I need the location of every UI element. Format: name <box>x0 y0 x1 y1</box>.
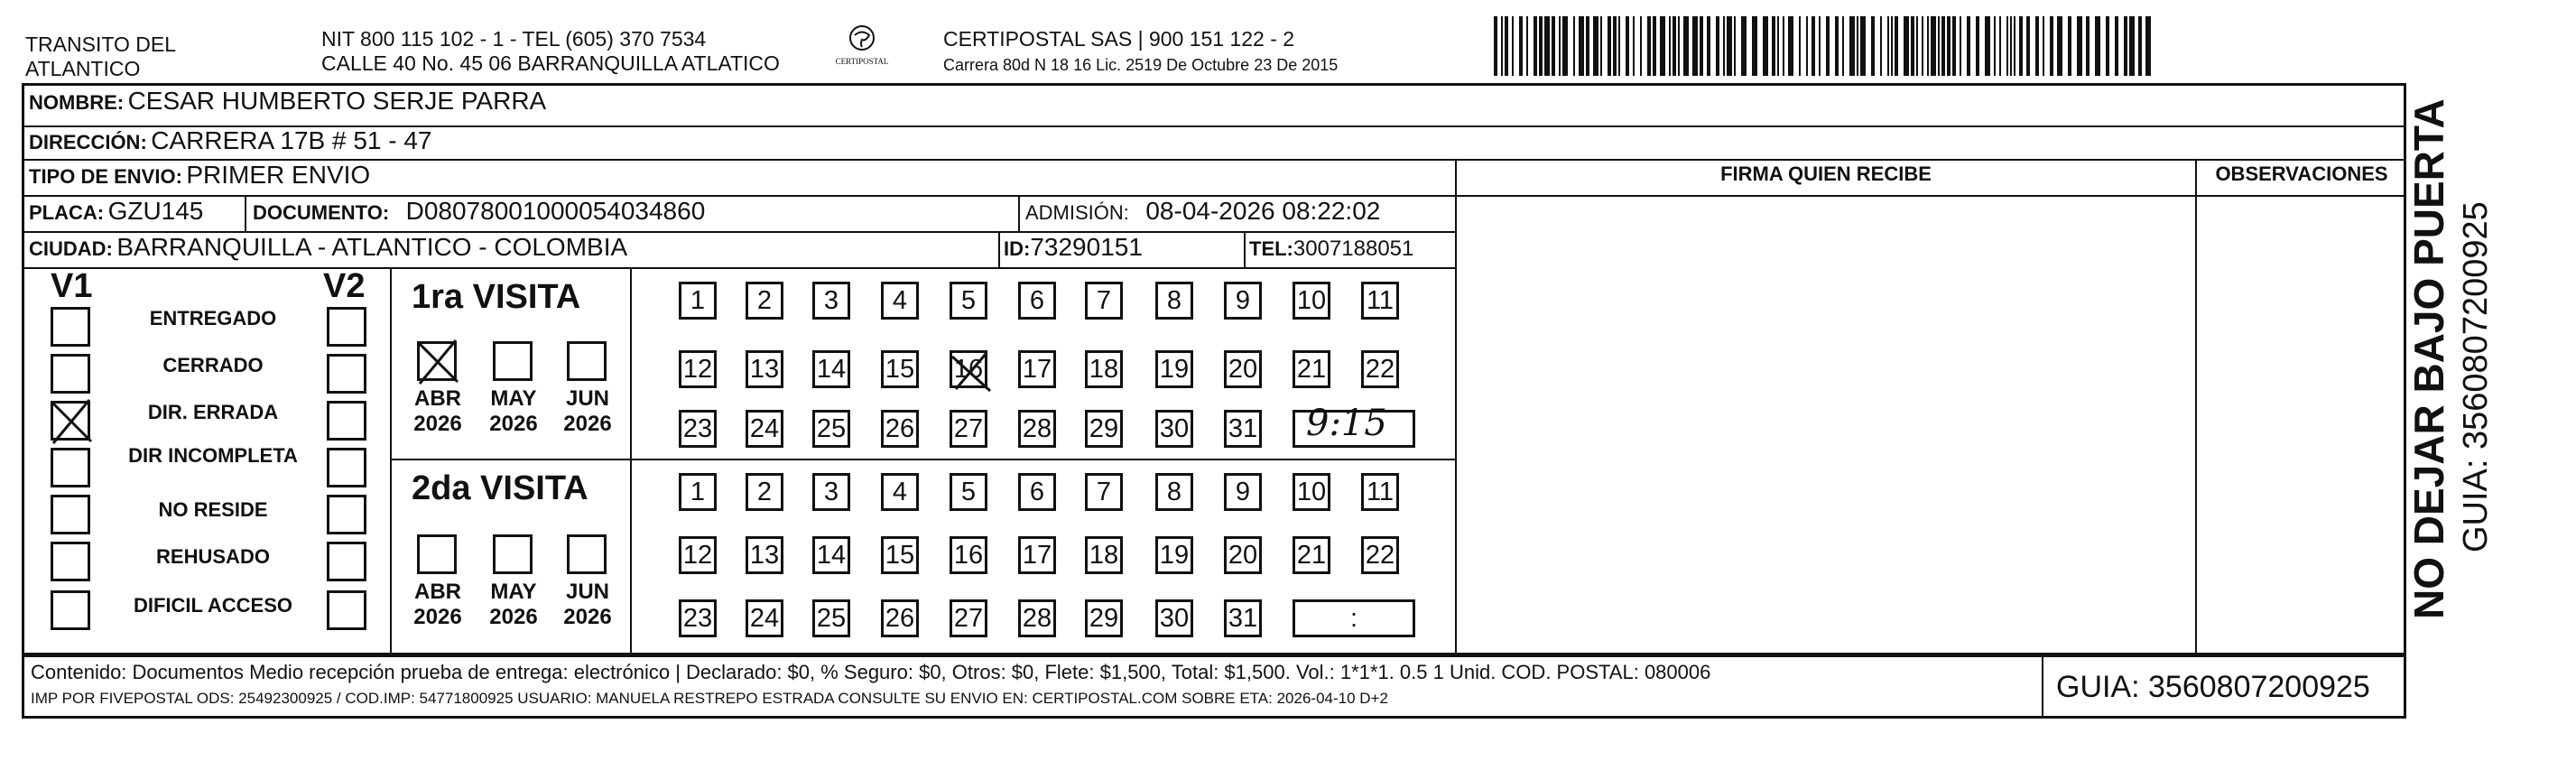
v2-checkbox-6[interactable] <box>327 542 366 581</box>
barcode-bar <box>1904 16 1909 76</box>
month-year: 2026 <box>413 412 462 436</box>
visit1-day-3[interactable]: 3 <box>812 282 850 320</box>
month-name: ABR <box>414 386 461 411</box>
tel-cell <box>1249 237 1413 262</box>
barcode-bar <box>2129 16 2135 76</box>
barcode-bar <box>1692 16 1698 76</box>
visit2-day-2[interactable]: 2 <box>746 473 783 511</box>
placa-label: PLACA: <box>29 201 105 224</box>
barcode-bar <box>1772 16 1775 76</box>
admision-label: ADMISIÓN: <box>1025 201 1129 224</box>
visit1-day-9[interactable]: 9 <box>1224 282 1262 320</box>
month-year: 2026 <box>489 605 538 629</box>
reason-label-1: ENTREGADO <box>149 307 277 329</box>
barcode-bar <box>2106 16 2109 76</box>
tipo-row <box>29 161 370 190</box>
visit1-day-1[interactable]: 1 <box>679 282 717 320</box>
direccion-value: CARRERA 17B # 51 - 47 <box>151 126 432 154</box>
visit2-day-26[interactable]: 26 <box>881 599 919 637</box>
no-dejar-warning: NO DEJAR BAJO PUERTA <box>2405 98 2452 619</box>
admision-cell <box>1025 197 1380 226</box>
barcode-bar <box>1539 16 1543 76</box>
id-cell <box>1004 233 1143 262</box>
barcode-bar <box>1999 16 2001 76</box>
tel-label: TEL: <box>1249 237 1293 260</box>
barcode-bar <box>1534 16 1537 76</box>
direccion-row <box>29 126 432 155</box>
visit2-day-1[interactable]: 1 <box>679 473 717 511</box>
reason-label-6: REHUSADO <box>156 545 270 568</box>
barcode-bar <box>2057 16 2062 76</box>
barcode-bar <box>2006 16 2008 76</box>
visit1-day-2[interactable]: 2 <box>746 282 783 320</box>
barcode-bar <box>1505 16 1508 76</box>
visit1-day-8[interactable]: 8 <box>1155 282 1193 320</box>
certipostal-logo <box>817 23 907 66</box>
visit2-day-28[interactable]: 28 <box>1018 599 1056 637</box>
barcode-bar <box>1941 16 1945 76</box>
visit1-day-14[interactable]: 14 <box>812 350 850 388</box>
barcode-bar <box>1600 16 1602 76</box>
visit1-day-12[interactable]: 12 <box>679 350 717 388</box>
v2-checkbox-5[interactable] <box>327 495 366 534</box>
v1-checkbox-2[interactable] <box>51 354 90 394</box>
visit1-day-19[interactable]: 19 <box>1155 350 1193 388</box>
month-year: 2026 <box>413 605 462 629</box>
barcode-bar <box>1700 16 1703 76</box>
v2-checkbox-7[interactable] <box>327 590 366 630</box>
nombre-label: NOMBRE: <box>29 91 125 114</box>
barcode-bar <box>2014 16 2015 76</box>
reason-label-4: DIR INCOMPLETA <box>128 444 298 467</box>
visit1-day-17[interactable]: 17 <box>1018 350 1056 388</box>
barcode-bar <box>1895 16 1898 76</box>
barcode-bar <box>1783 16 1784 76</box>
v1-checkbox-1[interactable] <box>51 307 90 347</box>
barcode-bar <box>2068 16 2071 76</box>
visit1-day-28[interactable]: 28 <box>1018 410 1056 448</box>
v1-checkbox-5[interactable] <box>51 495 90 534</box>
barcode-bar <box>2077 16 2082 76</box>
id-value: 73290151 <box>1030 233 1143 261</box>
ciudad-cell <box>29 233 627 262</box>
barcode-bar <box>1579 16 1584 76</box>
visit1-day-5[interactable]: 5 <box>950 282 987 320</box>
barcode-bar <box>1976 16 1979 76</box>
visit1-day-4[interactable]: 4 <box>881 282 919 320</box>
barcode-bar <box>1799 16 1801 76</box>
visit1-day-29[interactable]: 29 <box>1085 410 1123 448</box>
visit1-day-24[interactable]: 24 <box>746 410 783 448</box>
nit-line1: NIT 800 115 102 - 1 - TEL (605) 370 7534 <box>321 27 707 51</box>
barcode-bar <box>1938 16 1940 76</box>
v1-check-mark <box>46 396 100 447</box>
nit-line2: CALLE 40 No. 45 06 BARRANQUILLA ATLATICO <box>321 51 780 75</box>
visit2-day-17[interactable]: 17 <box>1018 536 1056 574</box>
visit1-title: 1ra VISITA <box>412 278 581 316</box>
visit1-month-check-mark <box>412 337 467 387</box>
barcode-bar <box>1857 16 1858 76</box>
barcode-bar <box>2138 16 2142 76</box>
barcode-bar <box>1922 16 1923 76</box>
visit2-day-20[interactable]: 20 <box>1224 536 1262 574</box>
visit2-day-19[interactable]: 19 <box>1155 536 1193 574</box>
nit-block <box>321 27 780 76</box>
v2-checkbox-2[interactable] <box>327 354 366 394</box>
documento-label: DOCUMENTO: <box>253 201 390 224</box>
month-year: 2026 <box>563 605 612 629</box>
barcode-bar <box>1777 16 1779 76</box>
visit2-day-24[interactable]: 24 <box>746 599 783 637</box>
visit2-day-22[interactable]: 22 <box>1361 536 1399 574</box>
direccion-label: DIRECCIÓN: <box>29 131 147 153</box>
barcode-bar <box>1678 16 1680 76</box>
month-name: JUN <box>565 386 609 411</box>
visit2-day-5[interactable]: 5 <box>950 473 987 511</box>
barcode-bar <box>2095 16 2100 76</box>
barcode-bar <box>1633 16 1635 76</box>
visit2-day-14[interactable]: 14 <box>812 536 850 574</box>
id-label: ID: <box>1004 237 1031 260</box>
barcode-bar <box>2115 16 2118 76</box>
visit2-day-12[interactable]: 12 <box>679 536 717 574</box>
visit2-day-13[interactable]: 13 <box>746 536 783 574</box>
barcode-bar <box>1741 16 1747 76</box>
visit1-month-label-2 <box>482 386 545 437</box>
barcode-bar <box>1552 16 1555 76</box>
v1-checkbox-4[interactable] <box>51 448 90 487</box>
barcode-bar <box>1683 16 1689 76</box>
barcode-bar <box>1860 16 1866 76</box>
barcode-bar <box>1952 16 1956 76</box>
visit1-month-label-1 <box>406 386 469 437</box>
barcode-bar <box>1994 16 1996 76</box>
visit1-day-15[interactable]: 15 <box>881 350 919 388</box>
barcode-bar <box>1967 16 1970 76</box>
barcode-bar <box>1887 16 1889 76</box>
visit2-day-16[interactable]: 16 <box>950 536 987 574</box>
barcode-bar <box>1835 16 1839 76</box>
barcode-bar <box>1947 16 1951 76</box>
v1-label: V1 <box>51 267 93 305</box>
visit2-day-9[interactable]: 9 <box>1224 473 1262 511</box>
visit2-day-30[interactable]: 30 <box>1155 599 1193 637</box>
barcode-bar <box>1960 16 1961 76</box>
barcode-bar <box>1613 16 1617 76</box>
barcode-bar <box>1842 16 1844 76</box>
reason-label-3: DIR. ERRADA <box>147 401 279 423</box>
visit1-month-label-3 <box>556 386 619 437</box>
visit2-day-23[interactable]: 23 <box>679 599 717 637</box>
tipo-value: PRIMER ENVIO <box>186 161 371 189</box>
visit1-day-6[interactable]: 6 <box>1018 282 1056 320</box>
barcode-bar <box>2050 16 2053 76</box>
visit1-day-27[interactable]: 27 <box>950 410 987 448</box>
firma-label: FIRMA QUIEN RECIBE <box>1720 162 1932 185</box>
visit2-month-checkbox-1[interactable] <box>417 534 457 574</box>
visit1-time-handwritten: 9:15 <box>1306 403 1387 444</box>
visit2-day-7[interactable]: 7 <box>1085 473 1123 511</box>
barcode-bar <box>1669 16 1671 76</box>
barcode-bar <box>2035 16 2039 76</box>
v2-checkbox-4[interactable] <box>327 448 366 487</box>
visit1-day-23[interactable]: 23 <box>679 410 717 448</box>
barcode-bar <box>1891 16 1893 76</box>
visit1-month-checkbox-2[interactable] <box>493 341 533 381</box>
barcode-bar <box>1931 16 1936 76</box>
visit2-day-15[interactable]: 15 <box>881 536 919 574</box>
barcode-bar <box>1727 16 1732 76</box>
visit1-day-30[interactable]: 30 <box>1155 410 1193 448</box>
visit1-day-check-mark <box>949 349 994 394</box>
visit2-day-6[interactable]: 6 <box>1018 473 1056 511</box>
visit1-day-10[interactable]: 10 <box>1293 282 1330 320</box>
barcode-bar <box>1544 16 1550 76</box>
barcode-bar <box>1640 16 1642 76</box>
documento-cell <box>253 197 705 226</box>
barcode-bar <box>1812 16 1815 76</box>
visit1-day-7[interactable]: 7 <box>1085 282 1123 320</box>
month-name: MAY <box>490 386 537 411</box>
reason-label-7: DIFICIL ACCESO <box>133 594 292 617</box>
visit1-day-16[interactable]: 16 <box>950 350 987 388</box>
barcode-bar <box>1826 16 1830 76</box>
visit2-day-10[interactable]: 10 <box>1293 473 1330 511</box>
barcode-bar <box>1573 16 1575 76</box>
barcode-bar <box>2086 16 2090 76</box>
v2-checkbox-1[interactable] <box>327 307 366 347</box>
month-name: JUN <box>565 580 609 604</box>
v2-checkbox-3[interactable] <box>327 401 366 441</box>
visit2-day-31[interactable]: 31 <box>1224 599 1262 637</box>
visit1-day-21[interactable]: 21 <box>1293 350 1330 388</box>
visit2-day-21[interactable]: 21 <box>1293 536 1330 574</box>
visit2-month-label-3 <box>556 580 619 630</box>
visit2-day-4[interactable]: 4 <box>881 473 919 511</box>
org-name <box>25 32 176 81</box>
barcode-bar <box>1911 16 1914 76</box>
v1-checkbox-3[interactable] <box>51 401 90 441</box>
barcode-bar <box>1562 16 1568 76</box>
barcode-bar <box>1752 16 1757 76</box>
month-year: 2026 <box>489 412 538 436</box>
documento-value: D08078001000054034860 <box>405 197 706 225</box>
barcode-bar <box>1519 16 1523 76</box>
carrier-line1: CERTIPOSTAL SAS | 900 151 122 - 2 <box>943 27 1295 51</box>
nombre-value: CESAR HUMBERTO SERJE PARRA <box>127 87 547 115</box>
barcode-bar <box>1673 16 1676 76</box>
observaciones-label: OBSERVACIONES <box>2215 162 2388 185</box>
month-year: 2026 <box>563 412 612 436</box>
reason-label-2: CERRADO <box>162 354 264 376</box>
barcode-bar <box>1501 16 1503 76</box>
reason-label-5: NO RESIDE <box>158 498 268 521</box>
visit2-day-11[interactable]: 11 <box>1361 473 1399 511</box>
visit2-month-checkbox-3[interactable] <box>567 534 607 574</box>
carrier-block <box>943 27 1338 75</box>
visit1-day-20[interactable]: 20 <box>1224 350 1262 388</box>
barcode-bar <box>1723 16 1725 76</box>
visit1-day-26[interactable]: 26 <box>881 410 919 448</box>
carrier-line2: Carrera 80d N 18 16 Lic. 2519 De Octubre 23 De 2015 <box>943 56 1339 74</box>
barcode-bar <box>1559 16 1561 76</box>
v1-checkbox-7[interactable] <box>51 590 90 630</box>
barcode-bar <box>2145 16 2151 76</box>
visit1-day-11[interactable]: 11 <box>1361 282 1399 320</box>
visit2-day-25[interactable]: 25 <box>812 599 850 637</box>
barcode-bar <box>1653 16 1656 76</box>
visit2-month-label-1 <box>406 580 469 630</box>
visit1-day-22[interactable]: 22 <box>1361 350 1399 388</box>
visit2-time-box[interactable]: : <box>1293 599 1415 637</box>
placa-value: GZU145 <box>107 197 204 225</box>
barcode-bar <box>1593 16 1598 76</box>
side-guia: GUIA: 3560807200925 <box>2457 201 2495 552</box>
logo-icon <box>844 23 880 52</box>
barcode-bar <box>1512 16 1514 76</box>
barcode-bar <box>1788 16 1793 76</box>
month-name: ABR <box>414 580 461 604</box>
barcode-bar <box>1927 16 1929 76</box>
barcode-bar <box>1880 16 1882 76</box>
visit2-day-29[interactable]: 29 <box>1085 599 1123 637</box>
v1-checkbox-6[interactable] <box>51 542 90 581</box>
visit2-day-8[interactable]: 8 <box>1155 473 1193 511</box>
visit1-day-25[interactable]: 25 <box>812 410 850 448</box>
barcode-bar <box>1849 16 1855 76</box>
logo-text: CERTIPOSTAL <box>835 57 889 66</box>
visit2-title: 2da VISITA <box>412 469 588 507</box>
tel-value: 3007188051 <box>1293 237 1414 261</box>
barcode-bar <box>2019 16 2023 76</box>
org-name-line2: ATLANTICO <box>25 57 141 80</box>
barcode-bar <box>1734 16 1736 76</box>
v2-label: V2 <box>323 267 366 305</box>
visit1-day-31[interactable]: 31 <box>1224 410 1262 448</box>
visit1-month-checkbox-1[interactable] <box>417 341 457 381</box>
barcode-bar <box>2026 16 2030 76</box>
visit1-day-13[interactable]: 13 <box>746 350 783 388</box>
barcode-bar <box>1660 16 1665 76</box>
barcode-bar <box>1618 16 1620 76</box>
tipo-label: TIPO DE ENVIO: <box>29 165 182 188</box>
barcode-bar <box>1806 16 1808 76</box>
barcode-bar <box>2043 16 2044 76</box>
barcode-bar <box>1608 16 1611 76</box>
footer-content-line: Contenido: Documentos Medio recepción prueba de entrega: electrónico | Declarado: $0, % Seguro: $0, Otros: $0, Flete: $1,500, Total: $1,500. Vol.: 1*1*1. 0.5 1 Unid. COD. POSTAL: 080006 <box>31 661 1711 683</box>
barcode-bar <box>1916 16 1918 76</box>
visit2-month-checkbox-2[interactable] <box>493 534 533 574</box>
placa-cell <box>29 197 203 226</box>
visit1-time-box[interactable] <box>1293 403 1415 448</box>
month-name: MAY <box>490 580 537 604</box>
barcode-bar <box>2124 16 2127 76</box>
footer-imp-line: IMP POR FIVEPOSTAL ODS: 25492300925 / COD.IMP: 54771800925 USUARIO: MANUELA RESTREPO ESTRADA CONSULTE SU ENVIO EN: CERTIPOSTAL.COM SOBRE ETA: 2026-04-10 D+2 <box>31 690 1388 707</box>
barcode-bar <box>1626 16 1629 76</box>
visit2-day-27[interactable]: 27 <box>950 599 987 637</box>
barcode-bar <box>1819 16 1821 76</box>
barcode-bar <box>1494 16 1497 76</box>
barcode-bar <box>1586 16 1589 76</box>
barcode-bar <box>1763 16 1768 76</box>
footer-guia: GUIA: 3560807200925 <box>2056 670 2370 704</box>
ciudad-value: BARRANQUILLA - ATLANTICO - COLOMBIA <box>116 233 628 261</box>
barcode <box>1494 16 2153 76</box>
barcode-bar <box>1526 16 1528 76</box>
admision-value: 08-04-2026 08:22:02 <box>1145 197 1381 225</box>
ciudad-label: CIUDAD: <box>29 237 113 260</box>
visit2-day-18[interactable]: 18 <box>1085 536 1123 574</box>
visit1-month-checkbox-3[interactable] <box>567 341 607 381</box>
barcode-bar <box>1716 16 1719 76</box>
barcode-bar <box>2010 16 2012 76</box>
org-name-line1: TRANSITO DEL <box>25 32 176 56</box>
visit2-day-3[interactable]: 3 <box>812 473 850 511</box>
barcode-bar <box>1647 16 1651 76</box>
nombre-row <box>29 87 546 116</box>
visit2-month-label-2 <box>482 580 545 630</box>
barcode-bar <box>1707 16 1710 76</box>
barcode-bar <box>1871 16 1875 76</box>
barcode-bar <box>1985 16 1990 76</box>
visit1-day-18[interactable]: 18 <box>1085 350 1123 388</box>
